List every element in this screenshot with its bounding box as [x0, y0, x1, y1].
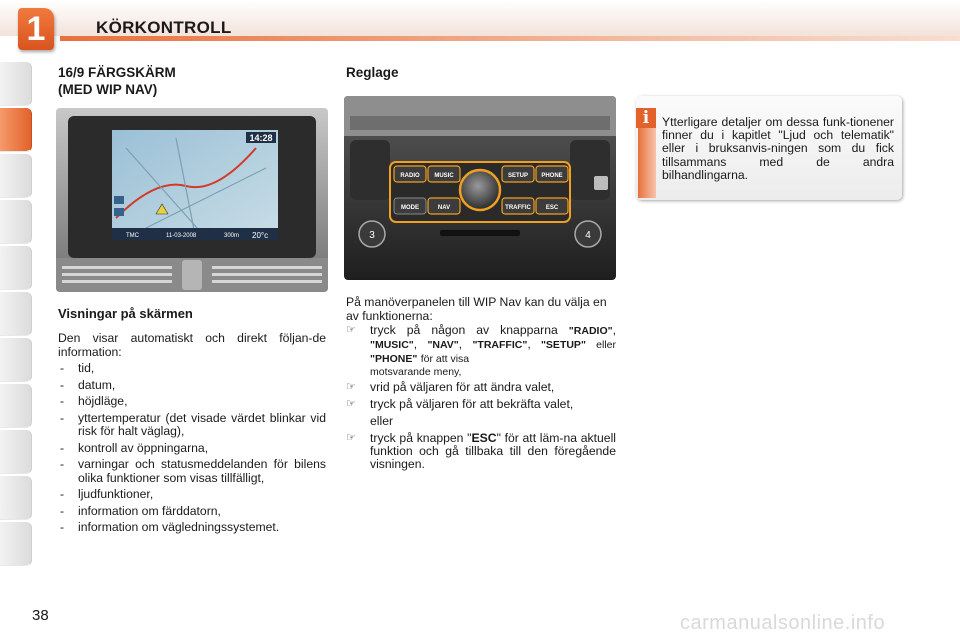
side-tab-active[interactable] [0, 108, 32, 152]
pointing-hand-icon: ☞ [346, 324, 356, 336]
page-header [0, 0, 960, 52]
bullet4-pre: tryck på knappen " [370, 431, 472, 445]
screen-title-line2: (MED WIP NAV) [58, 82, 158, 97]
bullet1-post2: motsvarande meny, [370, 366, 462, 378]
key-nav: "NAV" [427, 339, 459, 351]
bullet1-post1: för att visa [420, 353, 470, 365]
controls-intro: På manöverpanelen till WIP Nav kan du välja en av funktionerna: [346, 295, 607, 323]
display-heading: Visningar på skärmen [58, 306, 193, 321]
panel-button-setup: SETUP [507, 173, 529, 179]
side-tab[interactable] [0, 522, 32, 566]
bullet4-post: " för att läm-na aktuell funktion och gå tillbaka till den föregående visningen. [370, 431, 616, 471]
panel-button-nav: NAV [437, 205, 451, 211]
side-tab[interactable] [0, 430, 32, 474]
bullet1-or: eller [596, 339, 617, 351]
key-radio: "RADIO" [568, 325, 613, 337]
display-info-list [58, 362, 326, 538]
panel-button-mode: MODE [401, 205, 419, 211]
pointing-hand-icon: ☞ [346, 398, 356, 410]
list-item: - tid, [58, 362, 326, 376]
panel-button-esc: ESC [545, 205, 559, 211]
list-item: - varningar och statusmeddelanden för bilens olika funktioner som visas tillfälligt, [58, 458, 326, 485]
side-tab[interactable] [0, 476, 32, 520]
side-tab[interactable] [0, 384, 32, 428]
chapter-title: KÖRKONTROLL [96, 18, 232, 37]
side-chapter-tabs [0, 62, 32, 578]
key-setup: "SETUP" [540, 339, 586, 351]
list-item: - information om vägledningssystemet. [58, 521, 326, 535]
screen-title-line1: 16/9 FÄRGSKÄRM [58, 65, 176, 80]
side-tab[interactable] [0, 246, 32, 290]
side-tab[interactable] [0, 200, 32, 244]
bullet-rotate-selector [346, 381, 616, 394]
watermark: carmanualsonline.info [680, 612, 886, 634]
list-item: - ljudfunktioner, [58, 488, 326, 502]
chapter-number-badge: 1 [18, 8, 54, 50]
bullet-press-selector [346, 398, 616, 411]
display-intro: Den visar automatiskt och direkt följan-de information: [58, 331, 326, 359]
key-music: "MUSIC" [370, 339, 414, 351]
panel-button-phone: PHONE [541, 173, 563, 179]
info-text: Ytterligare detaljer om dessa funk-tionener finner du i kapitlet "Ljud och telematik" eller i bruksanvis-ningen som du fick tillsammans med de andra bilhandlingarna. [662, 115, 894, 182]
side-tab[interactable] [0, 338, 32, 382]
bullet-press-button: ☞ tryck på någon av knapparna "RADIO", "MUSIC", "NAV", "TRAFFIC", "SETUP" eller "PHONE" för att visa motsvarande meny, [346, 323, 617, 378]
pointing-hand-icon: ☞ [346, 381, 356, 393]
page-number: 38 [32, 607, 49, 624]
or-line [346, 415, 616, 428]
list-item: - kontroll av öppningarna, [58, 442, 326, 456]
list-item: - datum, [58, 379, 326, 393]
side-tab[interactable] [0, 292, 32, 336]
key-traffic: "TRAFFIC" [472, 339, 528, 351]
knob-label: 4 [585, 230, 591, 241]
info-accent-strip [638, 128, 656, 198]
pointing-hand-icon: ☞ [346, 432, 356, 444]
or-text: eller [370, 414, 394, 428]
bullet3-text: tryck på väljaren för att bekräfta valet, [370, 397, 574, 411]
side-tab[interactable] [0, 62, 32, 106]
info-icon: i [636, 108, 656, 128]
key-esc: ESC [471, 431, 497, 445]
bullet-press-esc [346, 432, 616, 471]
panel-button-radio: RADIO [400, 173, 420, 179]
list-item: - information om färddatorn, [58, 505, 326, 519]
screen-section-title [58, 64, 176, 98]
control-panel-photo [344, 96, 616, 280]
screen-time: 14:28 [249, 133, 273, 143]
screen-distance: 300m [224, 233, 240, 239]
knob-label: 3 [369, 230, 375, 241]
bullet2-text: vrid på väljaren för att ändra valet, [370, 380, 555, 394]
nav-screen-photo [56, 108, 328, 292]
list-item: - yttertemperatur (det visade värdet blinkar vid risk för halt väglag), [58, 412, 326, 439]
bullet1-pre: tryck på någon av knapparna [370, 323, 558, 337]
control-panel-illustration [344, 96, 616, 280]
panel-button-music: MUSIC [434, 173, 454, 179]
nav-screen-illustration [56, 108, 328, 292]
list-item: - höjdläge, [58, 395, 326, 409]
controls-heading: Reglage [346, 65, 399, 80]
panel-button-traffic: TRAFFIC [505, 205, 531, 211]
screen-date: 11-03-2008 [166, 233, 197, 239]
side-tab[interactable] [0, 154, 32, 198]
screen-tmc: TMC [126, 233, 139, 239]
key-phone: "PHONE" [370, 353, 418, 365]
screen-temperature: 20°c [252, 231, 269, 240]
